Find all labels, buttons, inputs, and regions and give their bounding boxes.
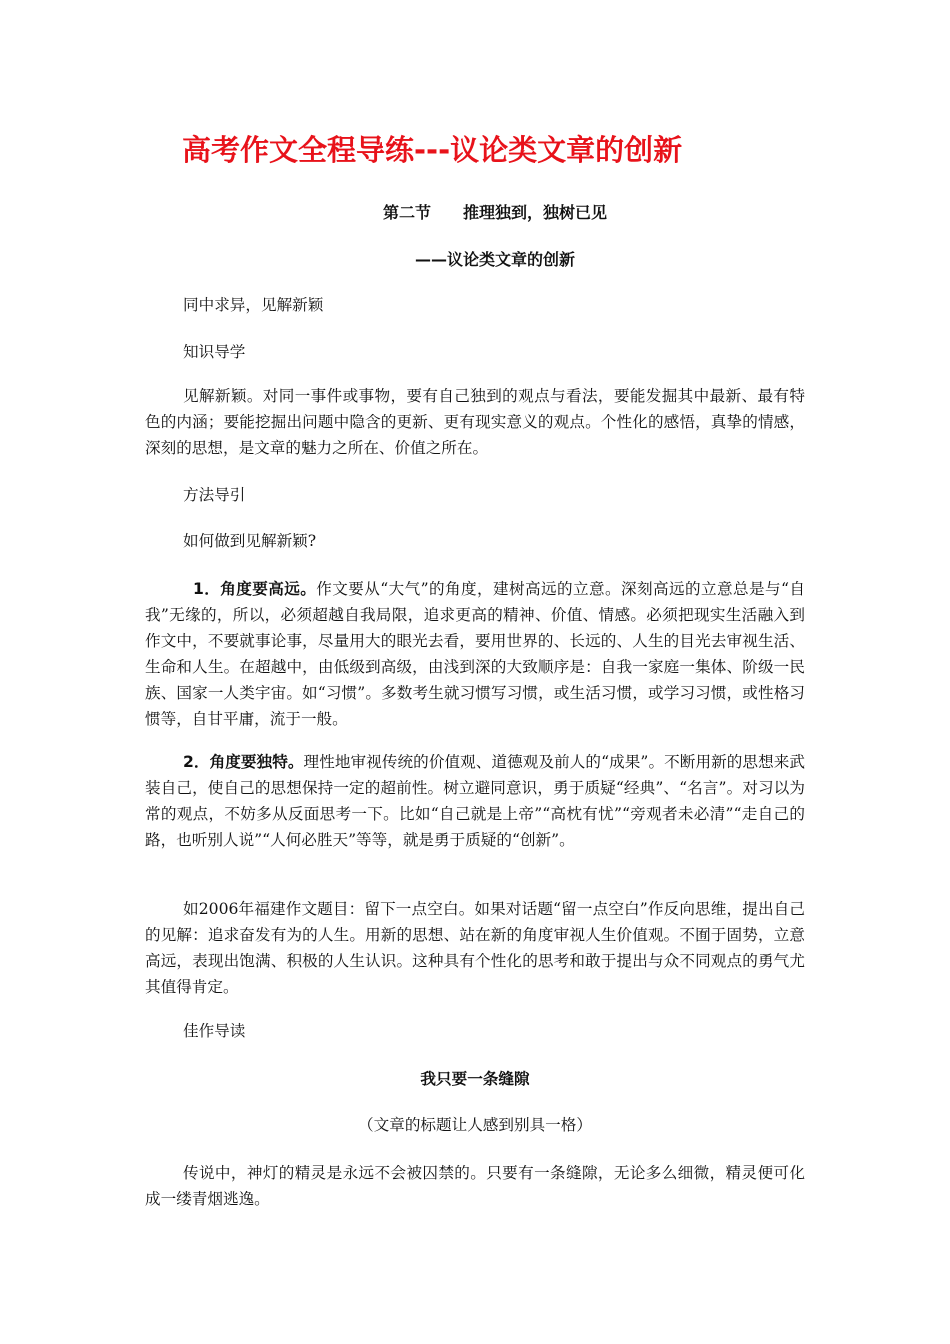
paragraph-heading-3: 方法导引 xyxy=(183,486,246,504)
paragraph-body-5: 传说中，神灯的精灵是永远不会被囚禁的。只要有一条缝隙，无论多么细微，精灵便可化成一缕青烟逃逸。 xyxy=(145,1164,805,1208)
paragraph-heading-4: 如何做到见解新颖? xyxy=(183,532,317,550)
paragraph-heading-1: 同中求异，见解新颖 xyxy=(183,296,324,314)
paragraph-body-3 xyxy=(145,749,805,853)
paragraph-heading-2: 知识导学 xyxy=(183,343,246,361)
essay-title: 我只要一条缝隙 xyxy=(420,1070,530,1088)
paragraph-body-1: 见解新颖。对同一事件或事物，要有自己独到的观点与看法，要能发掘其中最新、最有特色的内涵；要能挖掘出问题中隐含的更新、更有现实意义的观点。个性化的感悟，真挚的情感，深刻的思想，是文章的魅力之所在、价值之所在。 xyxy=(145,387,805,457)
paragraph-body-2 xyxy=(145,576,805,732)
point-2-lead: 2．角度要独特。 xyxy=(183,753,304,771)
paragraph-body-4: 如2006年福建作文题目：留下一点空白。如果对话题“留一点空白”作反向思维，提出自己的见解：追求奋发有为的人生。用新的思想、站在新的角度审视人生价值观。不囿于固势，立意高远，表现出饱满、积极的人生认识。这种具有个性化的思考和敢于提出与众不同观点的勇气尤其值得肯定。 xyxy=(145,900,805,996)
point-1-text: 作文要从“大气”的角度，建树高远的立意。深刻高远的立意总是与“自我”无缘的，所以，必须超越自我局限，追求更高的精神、价值、情感。必须把现实生活融入到作文中，不要就事论事，尽量用大的眼光去看，要用世界的、长远的、人生的目光去审视生活、生命和人生。在超越中，由低级到高级，由浅到深的大致顺序是：自我一家庭一集体、阶级一民族、国家一人类宇宙。如“习惯”。多数考生就习惯写习惯，或生活习惯，或学习习惯，或性格习惯等，自甘平庸，流于一般。 xyxy=(145,580,805,728)
document-title: 高考作文全程导练---议论类文章的创新 xyxy=(182,133,683,167)
essay-note: （文章的标题让人感到别具一格） xyxy=(358,1116,592,1134)
section-heading: 第二节 推理独到，独树已见 xyxy=(382,203,607,222)
point-2-text: 理性地审视传统的价值观、道德观及前人的“成果”。不断用新的思想来武装自己，使自己的思想保持一定的超前性。树立避同意识，勇于质疑“经典”、“名言”。对习以为常的观点，不妨多从反面思考一下。比如“自己就是上帝”“高枕有忧”“旁观者未必清”“走自己的路，也听别人说”“人何必胜天”等等，就是勇于质疑的“创新”。 xyxy=(145,753,805,849)
section-subheading: ——议论类文章的创新 xyxy=(414,250,575,269)
paragraph-heading-5: 佳作导读 xyxy=(183,1022,246,1040)
point-1-lead: 1．角度要高远。 xyxy=(193,580,317,598)
